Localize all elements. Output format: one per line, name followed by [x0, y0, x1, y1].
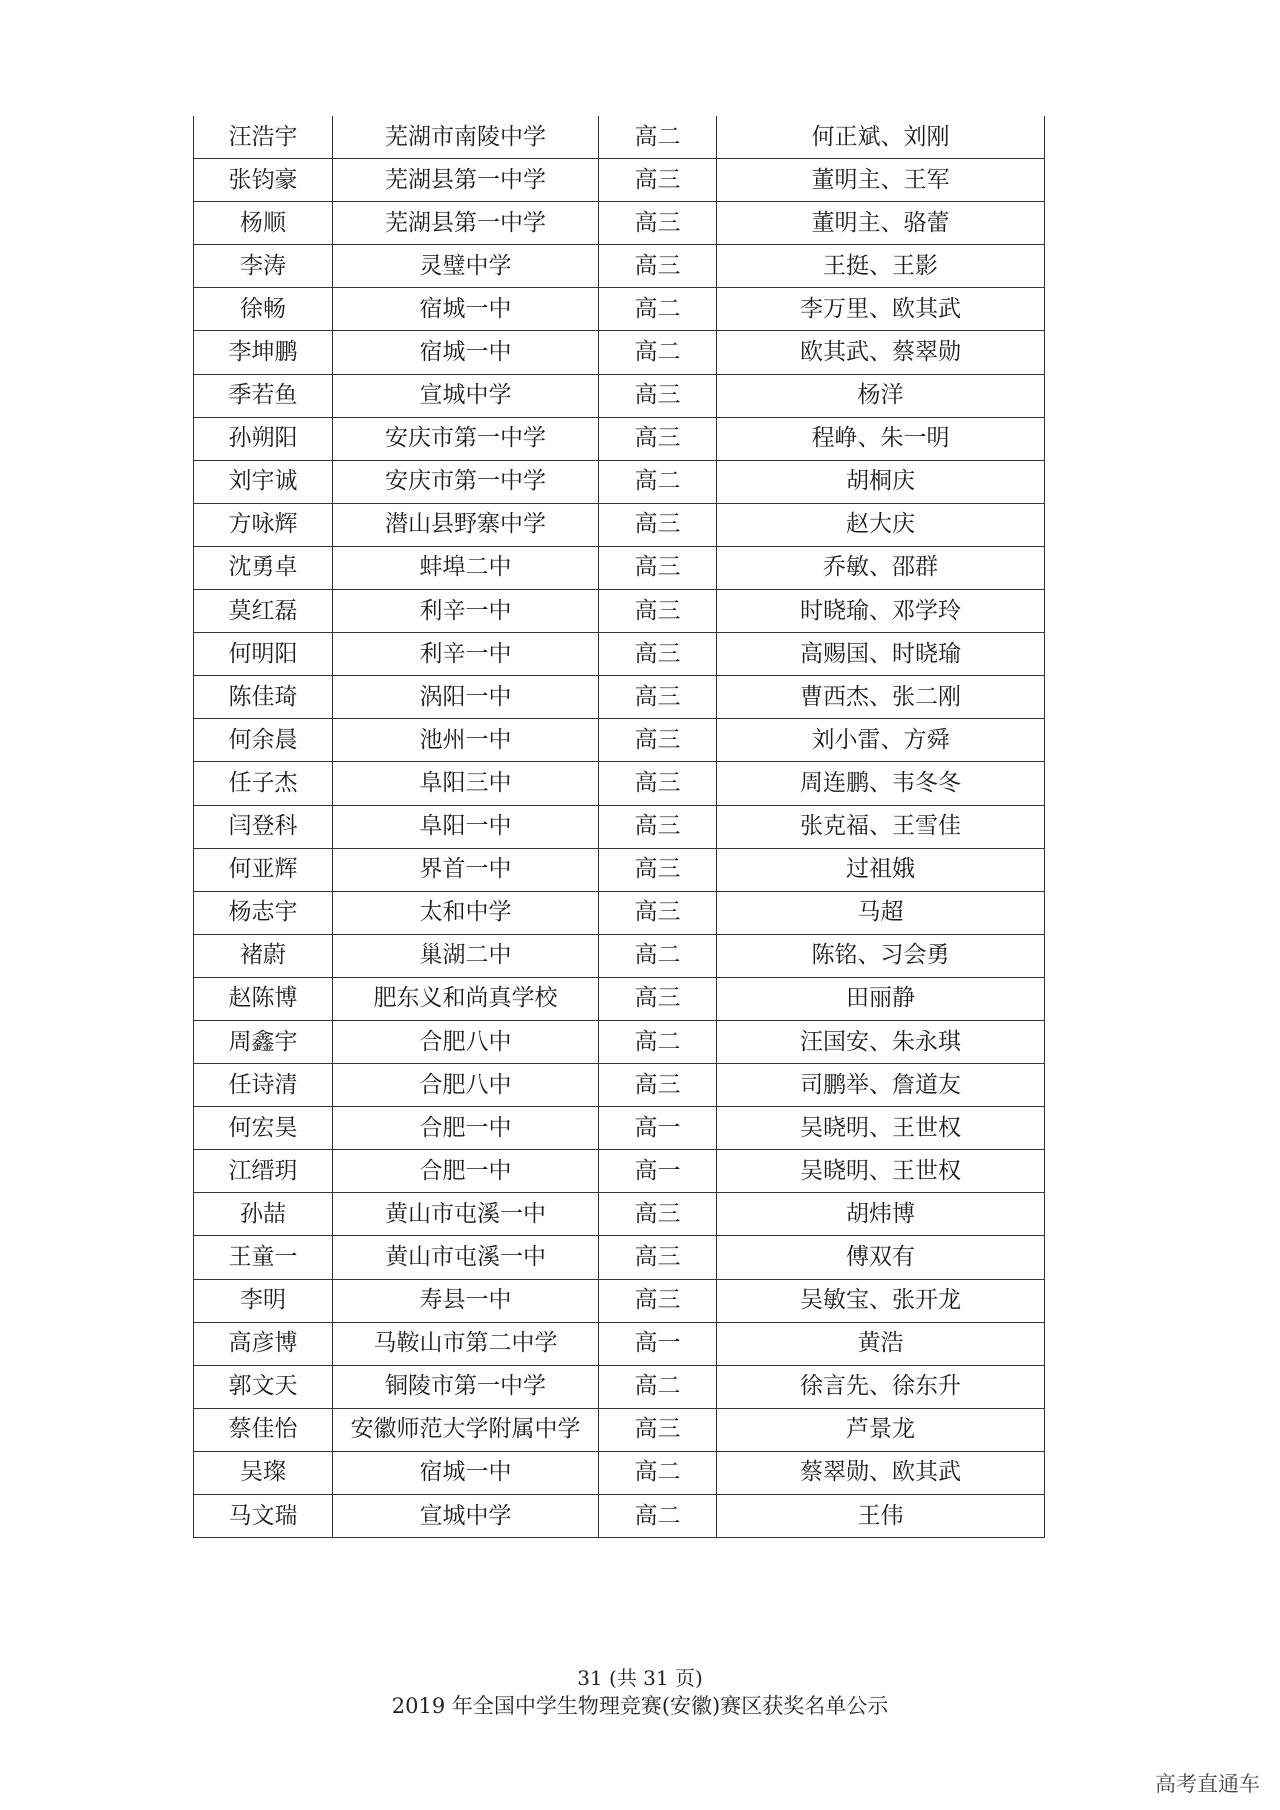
- teacher-cell: 高赐国、时晓瑜: [717, 633, 1045, 676]
- teacher-cell: 黄浩: [717, 1322, 1045, 1365]
- table-row: [194, 159, 1045, 202]
- teacher-cell: 芦景龙: [717, 1408, 1045, 1451]
- watermark-text: 高考直通车: [1155, 1772, 1260, 1796]
- student-name-cell: 蔡佳怡: [194, 1408, 333, 1451]
- school-cell: 合肥八中: [333, 1020, 599, 1063]
- student-name-cell: 李坤鹏: [194, 331, 333, 374]
- school-cell: 宿城一中: [333, 331, 599, 374]
- grade-cell: 高三: [599, 202, 717, 245]
- table-row: [194, 1193, 1045, 1236]
- table-row: [194, 331, 1045, 374]
- grade-cell: 高一: [599, 1322, 717, 1365]
- student-name-cell: 马文瑞: [194, 1495, 333, 1538]
- teacher-cell: 吴晓明、王世权: [717, 1107, 1045, 1150]
- grade-cell: 高三: [599, 1279, 717, 1322]
- table-row: [194, 1064, 1045, 1107]
- grade-cell: 高一: [599, 1107, 717, 1150]
- grade-cell: 高三: [599, 1193, 717, 1236]
- table-row: [194, 1408, 1045, 1451]
- grade-cell: 高二: [599, 331, 717, 374]
- school-cell: 肥东义和尚真学校: [333, 977, 599, 1020]
- school-cell: 安庆市第一中学: [333, 417, 599, 460]
- grade-cell: 高三: [599, 676, 717, 719]
- grade-cell: 高三: [599, 1064, 717, 1107]
- school-cell: 宣城中学: [333, 1495, 599, 1538]
- table-row: [194, 891, 1045, 934]
- student-name-cell: 刘宇诚: [194, 460, 333, 503]
- school-cell: 涡阳一中: [333, 676, 599, 719]
- grade-cell: 高三: [599, 590, 717, 633]
- grade-cell: 高三: [599, 245, 717, 288]
- teacher-cell: 王挺、王影: [717, 245, 1045, 288]
- school-cell: 宿城一中: [333, 1451, 599, 1494]
- student-name-cell: 何亚辉: [194, 848, 333, 891]
- teacher-cell: 周连鹏、韦冬冬: [717, 762, 1045, 805]
- grade-cell: 高二: [599, 116, 717, 159]
- student-name-cell: 周鑫宇: [194, 1020, 333, 1063]
- grade-cell: 高二: [599, 1495, 717, 1538]
- grade-cell: 高三: [599, 546, 717, 589]
- award-list-table: [193, 116, 1045, 1538]
- table-row: [194, 1451, 1045, 1494]
- school-cell: 利辛一中: [333, 590, 599, 633]
- school-cell: 界首一中: [333, 848, 599, 891]
- grade-cell: 高二: [599, 1365, 717, 1408]
- table-row: [194, 546, 1045, 589]
- document-title: 2019 年全国中学生物理竞赛(安徽)赛区获奖名单公示: [391, 1694, 889, 1718]
- teacher-cell: 李万里、欧其武: [717, 288, 1045, 331]
- student-name-cell: 杨志宇: [194, 891, 333, 934]
- teacher-cell: 胡炜博: [717, 1193, 1045, 1236]
- table-row: [194, 1365, 1045, 1408]
- table-row: [194, 977, 1045, 1020]
- grade-cell: 高三: [599, 762, 717, 805]
- award-table-body: [194, 116, 1045, 1538]
- table-row: [194, 848, 1045, 891]
- table-row: [194, 1150, 1045, 1193]
- teacher-cell: 乔敏、邵群: [717, 546, 1045, 589]
- teacher-cell: 傅双有: [717, 1236, 1045, 1279]
- school-cell: 黄山市屯溪一中: [333, 1193, 599, 1236]
- grade-cell: 高三: [599, 374, 717, 417]
- student-name-cell: 任子杰: [194, 762, 333, 805]
- school-cell: 巢湖二中: [333, 934, 599, 977]
- grade-cell: 高三: [599, 848, 717, 891]
- teacher-cell: 蔡翠勋、欧其武: [717, 1451, 1045, 1494]
- student-name-cell: 孙朔阳: [194, 417, 333, 460]
- school-cell: 马鞍山市第二中学: [333, 1322, 599, 1365]
- page-number: 31 (共 31 页): [577, 1666, 703, 1690]
- table-row: [194, 202, 1045, 245]
- student-name-cell: 方咏辉: [194, 503, 333, 546]
- table-row: [194, 245, 1045, 288]
- school-cell: 寿县一中: [333, 1279, 599, 1322]
- table-row: [194, 934, 1045, 977]
- student-name-cell: 陈佳琦: [194, 676, 333, 719]
- school-cell: 铜陵市第一中学: [333, 1365, 599, 1408]
- school-cell: 宣城中学: [333, 374, 599, 417]
- student-name-cell: 何余晨: [194, 719, 333, 762]
- teacher-cell: 徐言先、徐东升: [717, 1365, 1045, 1408]
- student-name-cell: 何宏昊: [194, 1107, 333, 1150]
- table-row: [194, 719, 1045, 762]
- teacher-cell: 司鹏举、詹道友: [717, 1064, 1045, 1107]
- school-cell: 池州一中: [333, 719, 599, 762]
- student-name-cell: 何明阳: [194, 633, 333, 676]
- teacher-cell: 董明主、骆蕾: [717, 202, 1045, 245]
- school-cell: 灵璧中学: [333, 245, 599, 288]
- teacher-cell: 杨洋: [717, 374, 1045, 417]
- teacher-cell: 陈铭、习会勇: [717, 934, 1045, 977]
- teacher-cell: 吴敏宝、张开龙: [717, 1279, 1045, 1322]
- teacher-cell: 胡桐庆: [717, 460, 1045, 503]
- school-cell: 芜湖市南陵中学: [333, 116, 599, 159]
- table-row: [194, 1495, 1045, 1538]
- school-cell: 利辛一中: [333, 633, 599, 676]
- teacher-cell: 吴晓明、王世权: [717, 1150, 1045, 1193]
- teacher-cell: 程峥、朱一明: [717, 417, 1045, 460]
- teacher-cell: 张克福、王雪佳: [717, 805, 1045, 848]
- grade-cell: 高三: [599, 503, 717, 546]
- student-name-cell: 任诗清: [194, 1064, 333, 1107]
- table-row: [194, 1322, 1045, 1365]
- table-row: [194, 1020, 1045, 1063]
- teacher-cell: 何正斌、刘刚: [717, 116, 1045, 159]
- grade-cell: 高三: [599, 805, 717, 848]
- school-cell: 宿城一中: [333, 288, 599, 331]
- teacher-cell: 马超: [717, 891, 1045, 934]
- student-name-cell: 沈勇卓: [194, 546, 333, 589]
- table-row: [194, 805, 1045, 848]
- student-name-cell: 高彦博: [194, 1322, 333, 1365]
- table-row: [194, 676, 1045, 719]
- school-cell: 芜湖县第一中学: [333, 159, 599, 202]
- teacher-cell: 汪国安、朱永琪: [717, 1020, 1045, 1063]
- school-cell: 黄山市屯溪一中: [333, 1236, 599, 1279]
- grade-cell: 高三: [599, 719, 717, 762]
- student-name-cell: 郭文天: [194, 1365, 333, 1408]
- teacher-cell: 时晓瑜、邓学玲: [717, 590, 1045, 633]
- student-name-cell: 李明: [194, 1279, 333, 1322]
- table-row: [194, 374, 1045, 417]
- grade-cell: 高三: [599, 977, 717, 1020]
- grade-cell: 高二: [599, 1020, 717, 1063]
- table-row: [194, 1279, 1045, 1322]
- school-cell: 合肥一中: [333, 1150, 599, 1193]
- teacher-cell: 董明主、王军: [717, 159, 1045, 202]
- grade-cell: 高二: [599, 934, 717, 977]
- teacher-cell: 田丽静: [717, 977, 1045, 1020]
- table-row: [194, 590, 1045, 633]
- table-row: [194, 417, 1045, 460]
- grade-cell: 高三: [599, 891, 717, 934]
- student-name-cell: 杨顺: [194, 202, 333, 245]
- school-cell: 安徽师范大学附属中学: [333, 1408, 599, 1451]
- school-cell: 合肥八中: [333, 1064, 599, 1107]
- school-cell: 合肥一中: [333, 1107, 599, 1150]
- student-name-cell: 吴璨: [194, 1451, 333, 1494]
- table-row: [194, 762, 1045, 805]
- teacher-cell: 曹西杰、张二刚: [717, 676, 1045, 719]
- student-name-cell: 褚蔚: [194, 934, 333, 977]
- grade-cell: 高一: [599, 1150, 717, 1193]
- student-name-cell: 江缙玥: [194, 1150, 333, 1193]
- student-name-cell: 李涛: [194, 245, 333, 288]
- grade-cell: 高三: [599, 633, 717, 676]
- grade-cell: 高三: [599, 159, 717, 202]
- student-name-cell: 徐畅: [194, 288, 333, 331]
- teacher-cell: 过祖娥: [717, 848, 1045, 891]
- teacher-cell: 欧其武、蔡翠勋: [717, 331, 1045, 374]
- school-cell: 芜湖县第一中学: [333, 202, 599, 245]
- table-row: [194, 288, 1045, 331]
- school-cell: 阜阳一中: [333, 805, 599, 848]
- grade-cell: 高三: [599, 1236, 717, 1279]
- student-name-cell: 莫红磊: [194, 590, 333, 633]
- student-name-cell: 赵陈博: [194, 977, 333, 1020]
- school-cell: 阜阳三中: [333, 762, 599, 805]
- student-name-cell: 张钧豪: [194, 159, 333, 202]
- teacher-cell: 王伟: [717, 1495, 1045, 1538]
- grade-cell: 高二: [599, 1451, 717, 1494]
- school-cell: 安庆市第一中学: [333, 460, 599, 503]
- table-row: [194, 116, 1045, 159]
- teacher-cell: 赵大庆: [717, 503, 1045, 546]
- student-name-cell: 王童一: [194, 1236, 333, 1279]
- school-cell: 太和中学: [333, 891, 599, 934]
- student-name-cell: 闫登科: [194, 805, 333, 848]
- student-name-cell: 孙喆: [194, 1193, 333, 1236]
- table-row: [194, 633, 1045, 676]
- grade-cell: 高二: [599, 460, 717, 503]
- table-row: [194, 503, 1045, 546]
- school-cell: 潜山县野寨中学: [333, 503, 599, 546]
- student-name-cell: 汪浩宇: [194, 116, 333, 159]
- table-row: [194, 1107, 1045, 1150]
- grade-cell: 高三: [599, 417, 717, 460]
- teacher-cell: 刘小雷、方舜: [717, 719, 1045, 762]
- table-row: [194, 460, 1045, 503]
- grade-cell: 高三: [599, 1408, 717, 1451]
- student-name-cell: 季若鱼: [194, 374, 333, 417]
- grade-cell: 高二: [599, 288, 717, 331]
- school-cell: 蚌埠二中: [333, 546, 599, 589]
- table-row: [194, 1236, 1045, 1279]
